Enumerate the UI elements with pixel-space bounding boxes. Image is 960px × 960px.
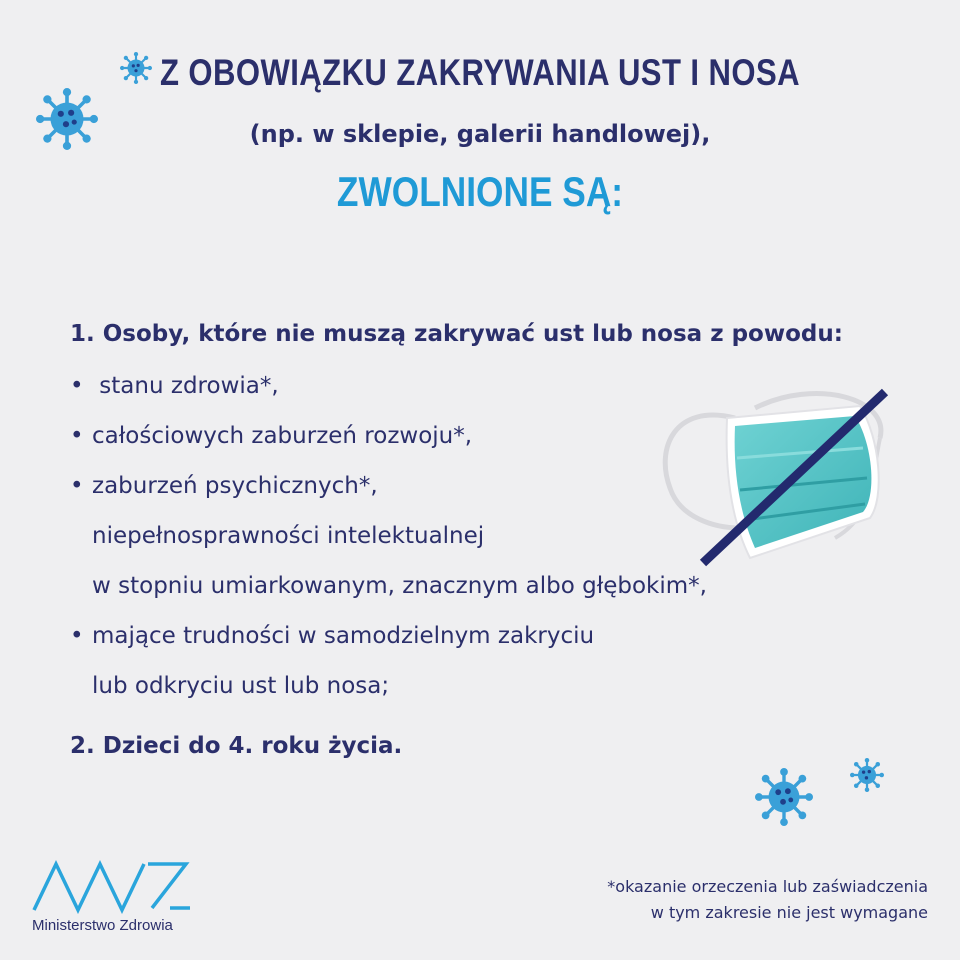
list-item <box>70 623 594 649</box>
list-item <box>70 473 378 499</box>
bullet-symbol: • <box>70 423 84 449</box>
footnote-line: w tym zakresie nie jest wymagane <box>650 903 928 922</box>
list-item-text: stanu zdrowia*, <box>92 373 279 399</box>
virus-icon <box>755 768 813 826</box>
face-mask-icon <box>655 378 895 578</box>
bullet-symbol: • <box>70 473 84 499</box>
list-item-continuation: niepełnosprawności intelektualnej <box>92 523 485 549</box>
page-subtitle: (np. w sklepie, galerii handlowej), <box>249 120 711 148</box>
list-item-text: zaburzeń psychicznych*, <box>92 473 378 499</box>
ministry-logo-text: Ministerstwo Zdrowia <box>32 917 173 934</box>
footnote-line: *okazanie orzeczenia lub zaświadczenia <box>607 877 928 896</box>
list-item-continuation: lub odkryciu ust lub nosa; <box>92 673 390 699</box>
bullet-symbol: • <box>70 373 84 399</box>
page-title: Z OBOWIĄZKU ZAKRYWANIA UST I NOSA <box>159 52 801 93</box>
list-item <box>70 423 472 449</box>
virus-icon <box>850 758 884 792</box>
list-item-text: całościowych zaburzeń rozwoju*, <box>92 423 473 449</box>
ministry-logo-icon <box>30 858 192 914</box>
virus-icon <box>36 88 98 150</box>
list-item-continuation: w stopniu umiarkowanym, znacznym albo głębokim*, <box>92 573 707 599</box>
exemption-item-2-heading: 2. Dzieci do 4. roku życia. <box>70 733 403 759</box>
exempt-heading: ZWOLNIONE SĄ: <box>336 168 624 215</box>
list-item <box>70 373 279 399</box>
footnote <box>607 874 928 926</box>
list-item-text: mające trudności w samodzielnym zakryciu <box>92 623 595 649</box>
exemption-item-1-heading: 1. Osoby, które nie muszą zakrywać ust lub nosa z powodu: <box>70 321 843 347</box>
bullet-symbol: • <box>70 623 84 649</box>
